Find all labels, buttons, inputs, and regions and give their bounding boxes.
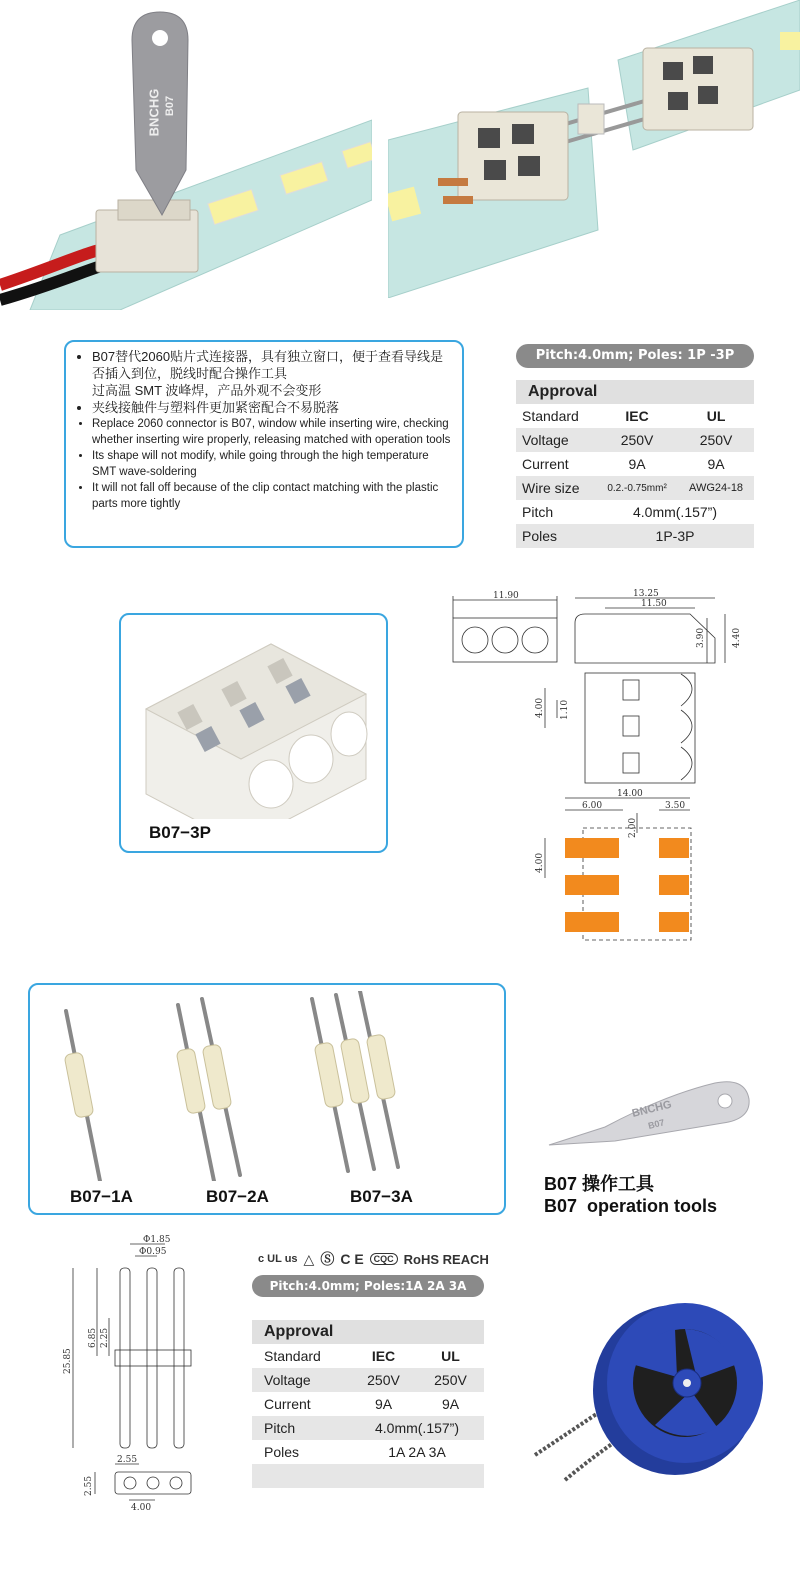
certification-logos bbox=[258, 1248, 489, 1270]
approval-header-bar-2 bbox=[252, 1320, 484, 1344]
cell-iec: 250V bbox=[350, 1368, 417, 1392]
product-3p-label: B07−3P bbox=[149, 823, 211, 842]
dim-2-55-top: 2.55 bbox=[117, 1455, 138, 1465]
s-cert-icon: Ⓢ bbox=[320, 1251, 335, 1267]
row-label: Poles bbox=[516, 524, 596, 548]
feature-item: • B07替代2060贴片式连接器，具有独立窗口，便于查看导线是否插入到位，脱线时配合操作工具 bbox=[92, 348, 452, 382]
row-label: Current bbox=[522, 456, 569, 472]
table-row bbox=[252, 1440, 484, 1464]
cell-iec: 0.2.-0.75mm² bbox=[596, 476, 678, 500]
cell-ul: 9A bbox=[441, 1396, 460, 1412]
tool-model-text: B07 bbox=[164, 95, 177, 117]
feature-item: • 夹线接触件与塑料件更加紧密配合不易脱落 bbox=[92, 399, 452, 416]
cell-iec: 250V bbox=[596, 428, 678, 452]
table-row bbox=[252, 1368, 484, 1392]
dim-3-50: 3.50 bbox=[665, 801, 686, 811]
table-row bbox=[516, 404, 754, 428]
dim-4-00: 4.00 bbox=[535, 697, 545, 718]
feature-item: • It will not fall off because of the clip contact matching with the plastic parts more tightly bbox=[92, 480, 452, 512]
pins-box bbox=[28, 983, 506, 1215]
table-row bbox=[516, 500, 754, 524]
dim-6-85: 6.85 bbox=[88, 1327, 98, 1348]
dim-25-85: 25.85 bbox=[63, 1348, 73, 1374]
row-label: Standard bbox=[522, 408, 579, 424]
technical-drawing-pins bbox=[55, 1232, 225, 1532]
feature-item: 过高温 SMT 波峰焊，产品外观不会变形 bbox=[92, 383, 322, 398]
pin-headers-image bbox=[30, 991, 504, 1181]
table-row bbox=[252, 1416, 484, 1440]
dim-13-25: 13.25 bbox=[633, 589, 659, 599]
dim-4-00-bottom: 4.00 bbox=[131, 1503, 152, 1513]
ce-cert-icon: C E bbox=[340, 1251, 364, 1267]
approval-header-2: Approval bbox=[264, 1323, 334, 1340]
tape-reel-image bbox=[525, 1295, 775, 1485]
connector-3p-image bbox=[121, 619, 386, 819]
operation-tool-image bbox=[545, 1075, 755, 1155]
table-row bbox=[516, 428, 754, 452]
row-label: Pitch bbox=[522, 504, 554, 520]
cell-span: 1A 2A 3A bbox=[388, 1444, 446, 1460]
features-list bbox=[66, 348, 452, 512]
dim-11-90: 11.90 bbox=[493, 591, 519, 601]
dim-3-90: 3.90 bbox=[696, 627, 706, 648]
cell-span bbox=[350, 1464, 484, 1488]
technical-drawing-connector bbox=[445, 588, 745, 948]
approval-header: Approval bbox=[528, 383, 598, 400]
tool-label-cn: B07 操作工具 bbox=[544, 1174, 655, 1194]
tool-brand-text-2: BNCHG bbox=[630, 1098, 673, 1120]
product-3p-box bbox=[119, 613, 388, 853]
cell-ul: 250V bbox=[417, 1368, 484, 1392]
tool-label-en: B07 operation tools bbox=[544, 1196, 718, 1216]
rohs-reach-text: RoHS REACH bbox=[403, 1251, 489, 1267]
pin-label-1a: B07−1A bbox=[70, 1187, 133, 1206]
table-row bbox=[516, 452, 754, 476]
cqc-cert-icon: CQC bbox=[370, 1253, 398, 1265]
cell-ul: AWG24-18 bbox=[678, 476, 754, 500]
cell-iec: IEC bbox=[625, 408, 649, 424]
dim-2-25: 2.25 bbox=[100, 1327, 110, 1348]
photo-tool-inserting-wire bbox=[0, 0, 372, 310]
feature-item: • Replace 2060 connector is B07, window while inserting wire, checking whether inserting wire properly, releasing matched with operation tools bbox=[92, 416, 452, 448]
pin-label-2a: B07−2A bbox=[206, 1187, 269, 1206]
row-label: Current bbox=[264, 1396, 311, 1412]
row-label: Poles bbox=[264, 1444, 300, 1460]
table-row bbox=[516, 476, 754, 500]
tool-model-text-2: B07 bbox=[647, 1117, 666, 1131]
cell-ul: UL bbox=[706, 408, 726, 424]
cell-iec: IEC bbox=[371, 1348, 396, 1364]
triangle-cert-icon: △ bbox=[303, 1250, 315, 1267]
feature-item: • Its shape will not modify, while going through the high temperature SMT wave-soldering bbox=[92, 448, 452, 480]
tool-brand-text: BNCHG bbox=[146, 88, 162, 137]
table-row bbox=[252, 1344, 484, 1368]
row-label: Pitch bbox=[252, 1416, 350, 1440]
cell-span: 4.0mm(.157”) bbox=[632, 504, 718, 520]
pin-label-3a: B07−3A bbox=[350, 1187, 413, 1206]
features-box bbox=[64, 340, 464, 548]
table-row bbox=[252, 1464, 484, 1488]
dim-phi-1-85: Φ1.85 bbox=[143, 1235, 171, 1245]
dim-2-55-side: 2.55 bbox=[84, 1475, 94, 1496]
row-label bbox=[252, 1464, 350, 1488]
dim-14-00: 14.00 bbox=[617, 789, 643, 799]
approval-header-bar bbox=[516, 380, 754, 404]
cell-iec: 9A bbox=[374, 1396, 393, 1412]
row-label: Voltage bbox=[252, 1368, 350, 1392]
cell-span: 1P-3P bbox=[596, 524, 754, 548]
dim-2-00: 2.00 bbox=[628, 817, 638, 838]
pitch-poles-pill: Pitch:4.0mm; Poles: 1P -3P bbox=[516, 344, 754, 368]
dim-4-00-pad: 4.00 bbox=[535, 852, 545, 873]
spec-table-2 bbox=[252, 1344, 484, 1488]
cell-ul: UL bbox=[441, 1348, 460, 1364]
table-row bbox=[252, 1392, 484, 1416]
table-row bbox=[516, 524, 754, 548]
spec-table-1 bbox=[516, 404, 754, 548]
dim-4-40: 4.40 bbox=[732, 627, 742, 648]
pitch-poles-pill-2: Pitch:4.0mm; Poles:1A 2A 3A bbox=[252, 1275, 484, 1297]
row-label: Wire size bbox=[516, 476, 596, 500]
dim-1-10: 1.10 bbox=[560, 699, 570, 720]
row-label: Standard bbox=[264, 1348, 321, 1364]
cell-ul: 9A bbox=[707, 456, 725, 472]
ul-cert-icon: c UL us bbox=[258, 1253, 298, 1265]
cell-ul: 250V bbox=[678, 428, 754, 452]
dim-11-50: 11.50 bbox=[641, 599, 667, 609]
dim-6-00: 6.00 bbox=[582, 801, 603, 811]
dim-phi-0-95: Φ0.95 bbox=[139, 1247, 167, 1257]
row-label: Voltage bbox=[516, 428, 596, 452]
photo-pin-connecting-strips bbox=[388, 0, 800, 298]
cell-iec: 9A bbox=[628, 456, 646, 472]
cell-span: 4.0mm(.157”) bbox=[350, 1416, 484, 1440]
